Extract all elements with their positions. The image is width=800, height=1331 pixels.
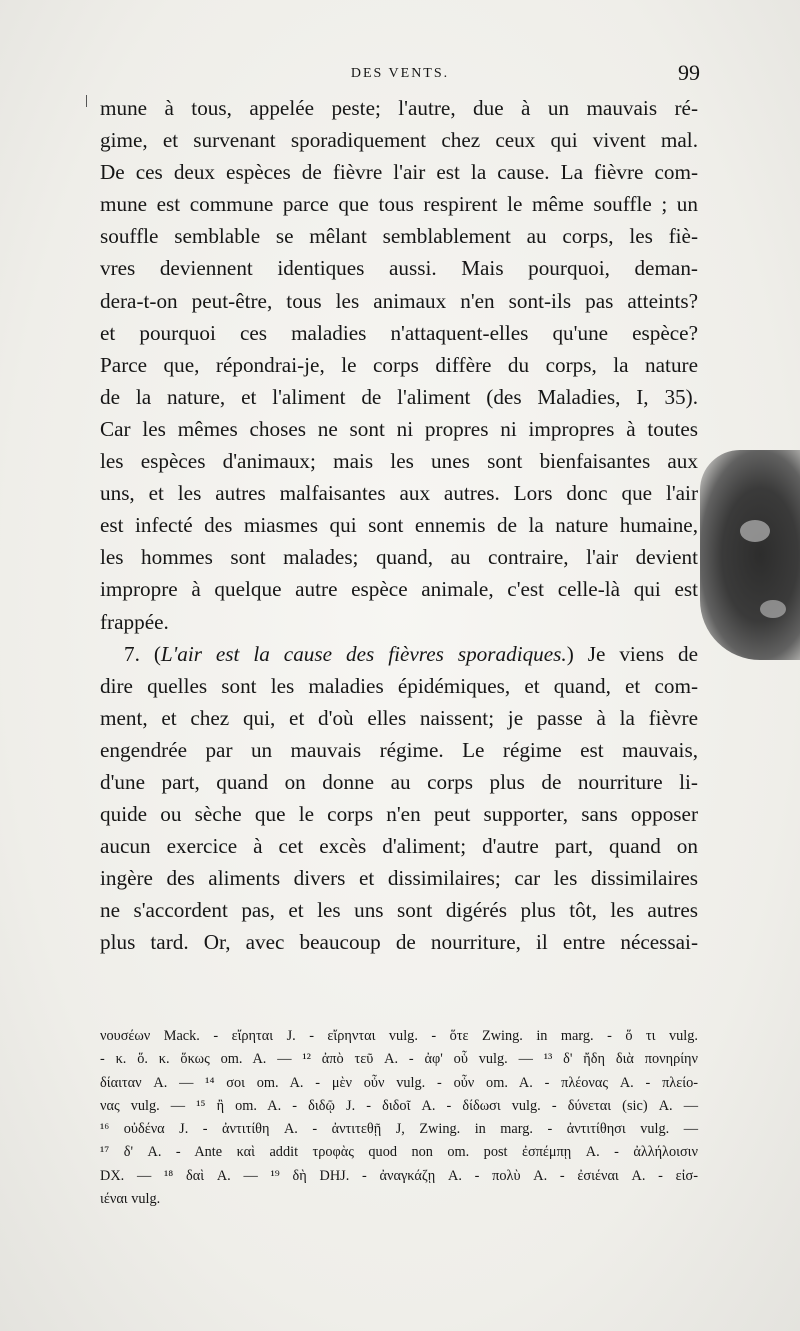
ink-stain-highlight <box>760 600 786 618</box>
text-line: plus tard. Or, avec beaucoup de nourriture, il entre nécessai- <box>100 930 698 955</box>
ink-stain-highlight <box>740 520 770 542</box>
page-number: 99 <box>678 60 700 85</box>
footnote-line: - κ. ὅ. κ. ὅκως om. A. — ¹² ἀπὸ τεῦ A. - ἀφ' οὗ vulg. — ¹³ δ' ἤδη διὰ πονηρίην <box>100 1051 698 1068</box>
section-title: L'air est la cause des fièvres sporadiques. <box>160 641 567 666</box>
text-line: les hommes sont malades; quand, au contraire, l'air devient <box>100 545 698 570</box>
footnote-line: ¹⁷ δ' A. - Ante καὶ addit τροφὰς quod non om. post ἐσπέμπῃ A. - ἀλλήλοισιν <box>100 1144 698 1161</box>
text-line: dire quelles sont les maladies épidémiques, et quand, et com- <box>100 673 698 698</box>
text-line: dera-t-on peut-être, tous les animaux n'en sont-ils pas atteints? <box>100 288 698 313</box>
text-line: souffle semblable se mêlant semblablement au corps, les fiè- <box>100 224 698 249</box>
footnotes <box>100 1025 698 1211</box>
footnote-line: νας vulg. — ¹⁵ ἢ om. A. - διδῷ J. - διδοῖ A. - δίδωσι vulg. - δύνεται (sic) A. — <box>100 1097 698 1114</box>
footnote-line: DX. — ¹⁸ δαὶ A. — ¹⁹ δὴ DHJ. - ἀναγκάζῃ A. - πολὺ A. - ἐσιέναι A. - εἰσ- <box>100 1167 698 1184</box>
text-line: d'une part, quand on donne au corps plus de nourriture li- <box>100 769 698 794</box>
section-heading-line <box>100 638 698 670</box>
text-line: De ces deux espèces de fièvre l'air est la cause. La fièvre com- <box>100 160 698 185</box>
text-line: uns, et les autres malfaisantes aux autres. Lors donc que l'air <box>100 481 698 506</box>
text-line: engendrée par un mauvais régime. Le régime est mauvais, <box>100 737 698 762</box>
text-line: mune à tous, appelée peste; l'autre, due à un mauvais ré- <box>100 96 698 120</box>
text-line: est infecté des miasmes qui sont ennemis de la nature humaine, <box>100 513 698 538</box>
text-line: ne s'accordent pas, et les uns sont digérés plus tôt, les autres <box>100 898 698 923</box>
text-line: et pourquoi ces maladies n'attaquent-elles qu'une espèce? <box>100 320 698 345</box>
page-header <box>100 60 700 90</box>
text-line: les espèces d'animaux; mais les unes sont bienfaisantes aux <box>100 449 698 474</box>
footnote-line: νουσέων Mack. - εἴρηται J. - εἴρηνται vulg. - ὅτε Zwing. in marg. - ὅ τι vulg. <box>100 1028 698 1044</box>
section-number: 7. ( <box>124 641 161 666</box>
main-text <box>100 92 698 959</box>
footnote-line: ¹⁶ οὐδένα J. - ἀντιτίθη A. - ἀντιτεθῇ J, Zwing. in marg. - ἀντιτίθησι vulg. — <box>100 1121 698 1138</box>
text-line: quide ou sèche que le corps n'en peut supporter, sans opposer <box>100 802 698 827</box>
margin-mark <box>86 95 87 107</box>
text-line: Car les mêmes choses ne sont ni propres ni impropres à toutes <box>100 416 698 441</box>
running-title: DES VENTS. <box>350 66 450 81</box>
text-line: vres deviennent identiques aussi. Mais pourquoi, deman- <box>100 256 698 281</box>
text-line: frappée. <box>100 609 169 634</box>
text-line: de la nature, et l'aliment de l'aliment (des Maladies, I, 35). <box>100 384 698 409</box>
section-heading-continuation: ) Je viens de <box>566 641 698 666</box>
text-line: ingère des aliments divers et dissimilaires; car les dissimilaires <box>100 866 698 891</box>
text-line: aucun exercice à cet excès d'aliment; d'autre part, quand on <box>100 834 698 859</box>
ink-stain <box>700 450 800 660</box>
text-line: gime, et survenant sporadiquement chez ceux qui vivent mal. <box>100 128 698 153</box>
text-line: mune est commune parce que tous respirent le même souffle ; un <box>100 192 698 217</box>
footnote-line: δίαιταν A. — ¹⁴ σοι om. A. - μὲν οὖν vulg. - οὖν om. A. - πλέονας A. - πλείο- <box>100 1074 698 1091</box>
footnote-line: ιέναι vulg. <box>100 1191 161 1208</box>
text-line: ment, et chez qui, et d'où elles naissent; je passe à la fièvre <box>100 705 698 730</box>
text-line: impropre à quelque autre espèce animale, c'est celle-là qui est <box>100 577 698 602</box>
text-line: Parce que, répondrai-je, le corps diffère du corps, la nature <box>100 352 698 377</box>
